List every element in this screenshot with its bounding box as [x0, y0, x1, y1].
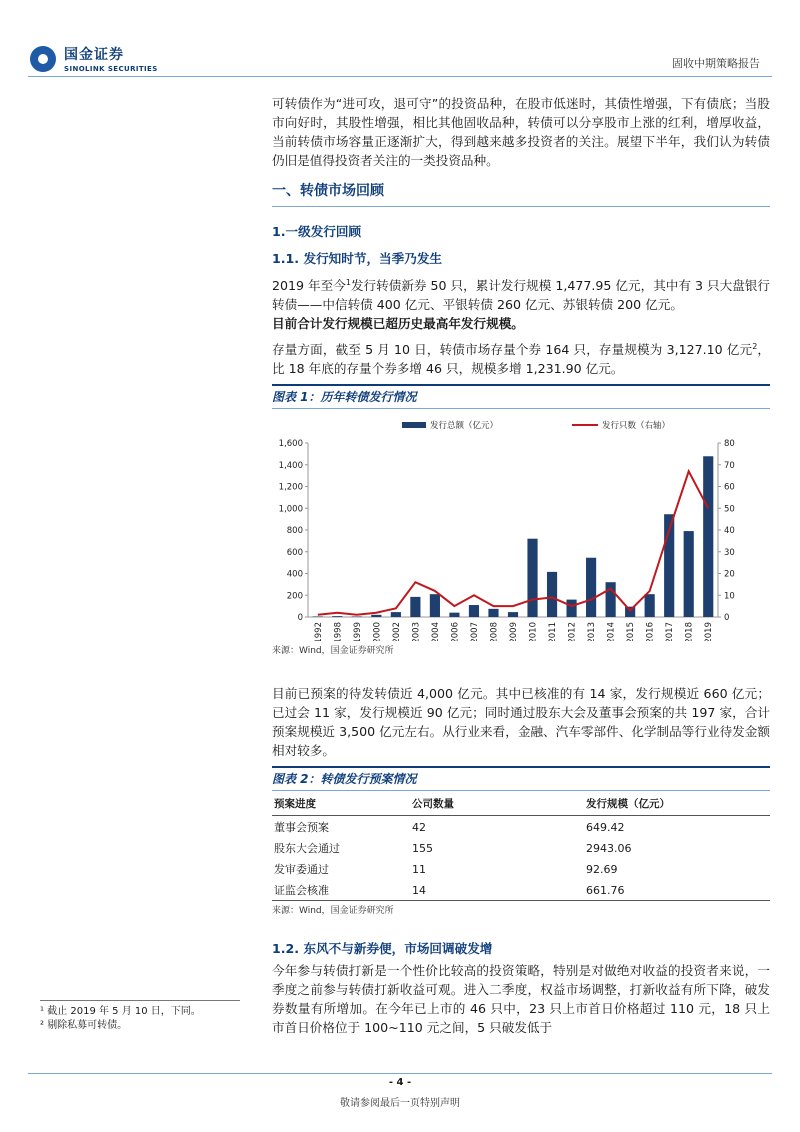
x-tick-label: 2010 — [528, 622, 539, 642]
issuance-highlight: 目前合计发行规模已超历史最高年发行规模。 — [272, 316, 524, 332]
table-cell: 证监会核准 — [272, 879, 410, 901]
left-tick-label: 1,400 — [278, 461, 303, 472]
header-divider — [28, 76, 772, 77]
x-tick-label: 1999 — [352, 622, 363, 642]
table-header-row — [272, 793, 770, 816]
bar-2000 — [371, 615, 381, 617]
table-cell: 董事会预案 — [274, 821, 329, 835]
stock-text-b: ，比 18 年底的存量个券多增 46 只，规模多增 1,231.90 亿元。 — [272, 342, 771, 377]
x-tick-label: 2004 — [430, 622, 441, 642]
left-tick-label: 1,600 — [278, 439, 303, 450]
stock-text-a: 存量方面，截至 5 月 10 日，转债市场存量个券 164 只，存量规模为 3,127.10 亿元 — [272, 342, 753, 358]
table-header: 预案进度 — [272, 793, 410, 816]
bar-1992 — [313, 617, 323, 618]
bar-2003 — [410, 597, 420, 617]
legend-bar-swatch — [402, 422, 426, 428]
footnote-1: ¹ 截止 2019 年 5 月 10 日，下同。 — [40, 1006, 201, 1017]
bar-2016 — [645, 595, 655, 618]
table-header: 公司数量 — [410, 793, 584, 816]
right-tick-label: 0 — [724, 613, 730, 624]
subsection-heading: 1.一级发行回顾 — [272, 224, 362, 239]
x-tick-label: 2008 — [489, 622, 500, 642]
pipeline-paragraph: 目前已预案的待发转债近 4,000 亿元。其中已核准的有 14 家，发行规模近 660 亿元；已过会 11 家，发行规模近 90 亿元；同时通过股东大会及董事会预案的共 197 家，合计预案规模近 3,500 亿元左右。从行业来看，金融、汽车零部件、化学制品等行业待发金额相对较多。 — [272, 686, 770, 759]
right-tick-label: 30 — [724, 548, 735, 559]
figure2-source: 来源：Wind，国金证券研究所 — [272, 906, 394, 917]
x-tick-label: 2017 — [665, 622, 676, 642]
x-tick-label: 1992 — [313, 622, 324, 642]
x-tick-label: 2011 — [548, 622, 559, 642]
table-cell: 661.76 — [584, 879, 770, 901]
bar-2013 — [586, 558, 596, 617]
x-tick-label: 2007 — [469, 622, 480, 642]
figure1-title: 图表 1：历年转债发行情况 — [272, 384, 770, 409]
bar-2010 — [527, 539, 537, 617]
bar-1999 — [352, 617, 362, 618]
disclaimer: 敬请参阅最后一页特别声明 — [340, 1098, 460, 1109]
bar-2012 — [566, 600, 576, 617]
x-tick-label: 2015 — [626, 622, 637, 642]
table-header: 发行规模（亿元） — [584, 793, 770, 816]
x-tick-label: 1998 — [333, 622, 344, 642]
section-heading: 一、转债市场回顾 — [272, 180, 770, 207]
bar-2002 — [391, 612, 401, 617]
footnote-ref-2[interactable]: 2 — [752, 342, 758, 352]
bar-2008 — [488, 609, 498, 617]
footer-divider — [28, 1073, 772, 1074]
logo-name-cn: 国金证券 — [64, 47, 124, 63]
table-cell: 14 — [410, 879, 584, 901]
page-number: - 4 - — [388, 1077, 412, 1088]
left-tick-label: 1,200 — [278, 482, 303, 493]
logo-icon — [30, 46, 56, 72]
table-cell: 92.69 — [586, 862, 618, 876]
bar-2018 — [684, 531, 694, 617]
x-tick-label: 2006 — [450, 622, 461, 642]
logo-name-en: SINOLINK SECURITIES — [64, 65, 158, 73]
table-cell: 155 — [412, 841, 433, 855]
bar-1998 — [332, 617, 342, 618]
x-tick-label: 2002 — [391, 622, 402, 642]
issuance-chart-container — [272, 409, 770, 641]
count-series-line — [318, 472, 708, 616]
left-tick-label: 200 — [286, 591, 303, 602]
right-tick-label: 70 — [724, 461, 735, 472]
bar-2006 — [449, 613, 459, 617]
left-tick-label: 400 — [286, 569, 303, 580]
table-row — [272, 816, 770, 838]
ipo-paragraph: 今年参与转债打新是一个性价比较高的投资策略，特别是对做绝对收益的投资者来说，一季度之前参与转债打新收益可观。进入二季度，权益市场调整，打新收益有所下降，破发券数量有所增加。在今年已上市的 46 只中，23 只上市首日价格超过 110 元，18 只上市首日价格位于 100~110 元之间，5 只破发低于 — [272, 963, 770, 1036]
left-tick-label: 1,000 — [278, 504, 303, 515]
table-row — [272, 879, 770, 901]
bar-2011 — [547, 572, 557, 617]
figure1-source: 来源：Wind，国金证券研究所 — [272, 646, 394, 657]
footnote-ref-1[interactable]: 1 — [345, 278, 351, 287]
x-tick-label: 2019 — [704, 622, 715, 642]
right-tick-label: 20 — [724, 569, 735, 580]
table-cell: 发审委通过 — [274, 863, 329, 877]
bar-2009 — [508, 612, 518, 617]
issuance-paragraph — [272, 273, 770, 333]
page-header — [0, 0, 800, 80]
subsubsection-heading: 1.1. 发行知时节，当季乃发生 — [272, 251, 443, 266]
table-cell: 42 — [412, 820, 426, 834]
bar-2019 — [703, 457, 713, 618]
table-row — [272, 858, 770, 879]
intro-paragraph: 可转债作为“进可攻，退可守”的投资品种，在股市低迷时，其债性增强，下有债底；当股市向好时，其股性增强，相比其他固收品种，转债可以分享股市上涨的红利，增厚收益，当前转债市场容量正逐渐扩大，得到越来越多投资者的关注。展望下半年，我们认为转债仍旧是值得投资者关注的一类投资品种。 — [272, 96, 770, 168]
bar-2014 — [606, 583, 616, 618]
x-tick-label: 2013 — [587, 622, 598, 642]
x-tick-label: 2009 — [509, 622, 519, 642]
right-tick-label: 50 — [724, 504, 735, 515]
issuance-chart — [272, 409, 770, 641]
footnote-2: ² 剔除私募可转债。 — [40, 1020, 128, 1031]
pipeline-table — [272, 793, 770, 901]
x-tick-label: 2003 — [411, 622, 422, 642]
document-title: 固收中期策略报告 — [672, 57, 760, 70]
x-tick-label: 2016 — [645, 622, 656, 642]
x-tick-label: 2018 — [684, 622, 695, 642]
table-cell: 649.42 — [586, 820, 625, 834]
legend-line-label: 发行只数（右轴） — [602, 421, 671, 432]
company-logo — [30, 44, 158, 73]
left-tick-label: 600 — [286, 548, 303, 559]
left-tick-label: 0 — [297, 613, 303, 624]
bar-2007 — [469, 605, 479, 617]
subsubsection-heading-2: 1.2. 东风不与新券便，市场回调破发增 — [272, 941, 493, 957]
footnotes — [40, 1000, 240, 1033]
stock-paragraph — [272, 337, 770, 378]
main-content — [272, 94, 770, 1037]
table-cell: 11 — [412, 862, 426, 876]
issuance-text-b: 发行转债新券 50 只，累计发行规模 1,477.95 亿元，其中有 3 只大盘银行转债——中信转债 400 亿元、平银转债 260 亿元、苏银转债 200 亿元。 — [272, 278, 770, 313]
legend-bar-label: 发行总额（亿元） — [430, 421, 499, 432]
issuance-text-a: 2019 年至今 — [272, 278, 346, 294]
figure2-title: 图表 2：转债发行预案情况 — [272, 766, 770, 791]
bar-2004 — [430, 595, 440, 618]
right-tick-label: 60 — [724, 482, 735, 493]
x-tick-label: 2000 — [372, 622, 383, 642]
table-cell: 股东大会通过 — [274, 842, 340, 856]
right-tick-label: 10 — [724, 591, 735, 602]
left-tick-label: 800 — [286, 526, 303, 537]
table-cell: 2943.06 — [586, 841, 632, 855]
right-tick-label: 40 — [724, 526, 735, 537]
right-tick-label: 80 — [724, 439, 735, 450]
x-tick-label: 2012 — [567, 622, 578, 642]
x-tick-label: 2014 — [606, 622, 617, 642]
table-row — [272, 837, 770, 858]
